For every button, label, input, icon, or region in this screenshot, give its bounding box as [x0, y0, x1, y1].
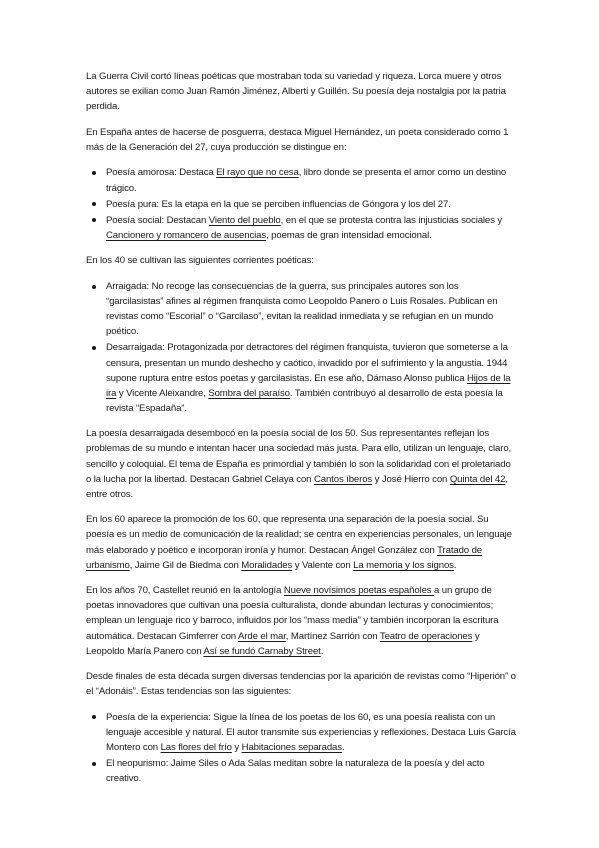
text-segment: Poesía de la experiencia: Sigue la línea de los poetas de los 60, es una poesía realista con un lenguaje accesible y natural. El autor transmite sus experiencias y reflexiones. Destaca Luis García Montero con: [106, 711, 516, 754]
text-segment: , en el que se protesta contra las injusticias sociales y: [280, 214, 503, 226]
paragraph-tendencias: Desde finales de esta década surgen diversas tendencias por la aparición de revistas como “Hiperión” o el “Adonáis”. Estas tendencias son las siguientes:: [86, 671, 516, 698]
text-segment: Poesía amorosa: Destaca: [106, 167, 217, 179]
text-segment: Poesía pura: Es la etapa en la que se perciben influencias de Góngora y los del 27.: [106, 198, 451, 210]
book-title-cancionero: Cancionero y romancero de ausencias: [106, 229, 267, 241]
text-segment: . También contribuyó al desarrollo de esta poesía la revista “Espadaña”.: [106, 387, 503, 414]
paragraph-los-40: En los 40 se cultivan las siguientes corrientes poéticas:: [86, 255, 314, 267]
list-item-poesia-social: [106, 213, 518, 243]
paragraph-los-70: [86, 583, 518, 658]
tendencias-list: [86, 710, 518, 786]
book-title-viento-del-pueblo: Viento del pueblo: [208, 214, 281, 226]
text-segment: Arraigada: No recoge las consecuencias de la guerra, sus principales autores son los “garcilasistas” afines al régimen franquista como Leopoldo Panero o Luis Rosales. Publican en revistas como “Escorial” o “Garcilaso”, evitan la realidad inmediata y se refugian en un mundo poético.: [106, 281, 498, 338]
text-segment: En los años 70, Castellet reunió en la antología: [86, 585, 284, 597]
book-title-las-flores-del-frio: Las flores del frío: [160, 742, 232, 754]
text-segment: a un grupo de poetas innovadores que cultivan una poesía culturalista, donde abundan lecturas y conocimientos; emplean un lenguaje rico y barroco, influidos por los “mass media” y también incorporan la escritura automática. Destacan Gimferrer con: [86, 585, 499, 642]
text-segment: , entre otros.: [86, 473, 508, 500]
text-segment: y Valente con: [292, 559, 354, 571]
list-item-arraigada: [106, 279, 518, 339]
book-title-sombra-del-paraiso: Sombra del paraíso: [208, 387, 290, 399]
document-page: [86, 69, 518, 797]
paragraph-los-60: [86, 512, 518, 572]
list-item-desarraigada: [106, 340, 518, 415]
corrientes-40-list: [86, 279, 518, 416]
text-segment: Desarraigada: Protagonizada por detractores del régimen franquista, tuvieron que someterse a la censura, presentan un mundo deshecho y caótico, invadido por el sufrimiento y la angustia. 1944 supone ruptura entre estos poetas y garcilasistas. En ese año, Dámaso Alonso publica: [106, 342, 508, 384]
book-title-el-rayo-que-no-cesa: El rayo que no cesa: [216, 167, 299, 179]
text-segment: En los 60 aparece la promoción de los 60, que representa una separación de la poesía social. Su poesía es un medio de comunicación de la realidad; se centra en experiencias personales, un lenguaje más elaborado y poético e incorporan ironía y humor. Destacan Ángel González con: [86, 514, 512, 556]
book-title-teatro-de-operaciones: Teatro de operaciones: [379, 630, 473, 642]
book-title-nueve-novisimos: Nueve novísimos poetas españoles: [283, 585, 435, 597]
text-segment: , libro donde se presenta el amor como un destino trágico.: [106, 167, 507, 194]
list-item-poesia-amorosa: [106, 165, 518, 195]
text-segment: .: [341, 742, 345, 754]
book-title-la-memoria-y-los-signos: La memoria y los signos: [353, 559, 454, 571]
book-title-quinta-del-42: Quinta del 42: [449, 473, 506, 485]
book-title-cantos-iberos: Cantos íberos: [313, 473, 373, 485]
text-segment: y: [231, 742, 242, 754]
text-segment: Poesía social: Destacan: [106, 214, 209, 226]
list-item-poesia-pura: [106, 197, 518, 212]
text-segment: y José Hierro con: [372, 473, 450, 485]
book-title-moralidades: Moralidades: [241, 559, 293, 571]
text-segment: , poemas de gran intensidad emocional.: [266, 229, 432, 241]
text-segment: , Martínez Sarrión con: [285, 630, 380, 642]
text-segment: El neopurismo: Jaime Siles o Ada Salas meditan sobre la naturaleza de la poesía y del acto creativo.: [106, 758, 485, 785]
text-segment: .: [320, 645, 324, 657]
book-title-hijos-de-la-ira: Hijos de la ira: [106, 372, 511, 399]
paragraph-miguel-hernandez: En España antes de hacerse de posguerra, destaca Miguel Hernández, un poeta considerado como 1 más de la Generación del 27, cuya producción se distingue en:: [86, 126, 509, 153]
list-item-poesia-experiencia: [106, 710, 518, 755]
book-title-habitaciones-separadas: Habitaciones separadas: [241, 742, 342, 754]
text-segment: y Leopoldo María Panero con: [86, 630, 480, 657]
text-segment: .: [453, 559, 457, 571]
book-title-tratado-de-urbanismo: Tratado de urbanismo: [86, 544, 482, 571]
book-title-arde-el-mar: Arde el mar: [238, 630, 286, 642]
paragraph-civil-war: La Guerra Civil cortó líneas poéticas que mostraban toda su variedad y riqueza. Lorca muere y otros autores se exilian como Juan Ramón Jiménez, Alberti y Guillén. Su poesía deja nostalgia por la patria perdida.: [86, 71, 506, 113]
book-title-asi-se-fundo-carnaby-street: Así se fundó Carnaby Street: [203, 645, 321, 657]
text-segment: La poesía desarraigada desembocó en la poesía social de los 50. Sus representantes reflejan los problemas de su mundo e intentan hacer una sociedad más justa. Para ello, utilizan un lenguaje, claro, sencillo y coloquial. El tema de España es primordial y también lo son la solidaridad con el proletariado o la lucha por la libertad. Destacan Gabriel Celaya con: [86, 428, 512, 485]
text-segment: y Vicente Aleixandre,: [116, 387, 209, 399]
hernandez-list: [86, 165, 518, 242]
list-item-neopurismo: [106, 756, 518, 786]
text-segment: , Jaime Gil de Biedma con: [129, 559, 242, 571]
paragraph-poesia-social: [86, 426, 518, 501]
